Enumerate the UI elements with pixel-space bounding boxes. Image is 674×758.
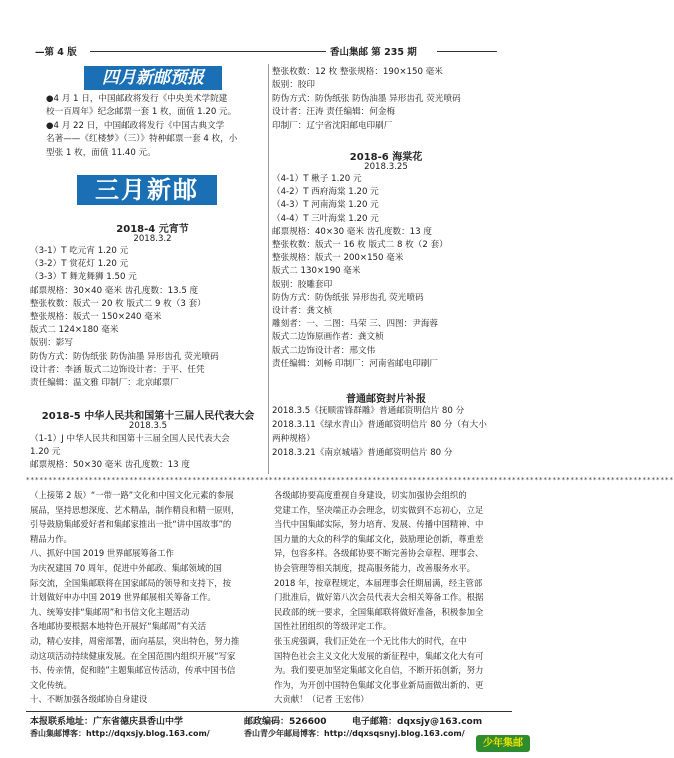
article-line: 民政部的统一要求，全国集邮联将做好准备，积极参加全 [274, 606, 484, 617]
article-line: 为。我们要更加坚定集邮文化自信，不断开拓创新，努力 [274, 665, 484, 676]
article-line: 动，精心安排，周密部署，面向基层，突出特色，努力推 [30, 635, 240, 646]
spec-line: 设计者：李涵 版式二边饰设计者：于平、任凭 [30, 364, 205, 375]
stamp-item: 1.20 元 [30, 447, 61, 458]
section-date: 2018.3.5 [128, 421, 168, 431]
postcard-item: 2018.3.5《抚顺雷锋群雕》普通邮资明信片 80 分 [272, 406, 465, 416]
spec-line: 防伪方式：防伪纸张 异形齿孔 荧光喷码 [272, 292, 424, 303]
postcard-item: 两种规格） [272, 434, 315, 444]
stamp-item: （3-1）T 吃元宵 1.20 元 [30, 246, 129, 256]
article-line: 国性社团组织的等级评定工作。 [274, 621, 392, 632]
postcard-item: 2018.3.21《南京城墙》普通邮资明信片 80 分 [272, 448, 453, 458]
issue-title: 香山集邮 第 235 期 [330, 47, 417, 58]
article-line: 党建工作，坚决端正办会理念，切实做到不忘初心，立足 [274, 504, 484, 515]
spec-line: 印制厂：辽宁省沈阳邮电印刷厂 [272, 120, 393, 131]
article-line: 八、抓好中国 2019 世界邮展筹备工作 [30, 548, 174, 559]
spec-line: 整张规格：版式一 150×240 毫米 [30, 312, 162, 323]
article-line: （上接第 2 版）“一带一路”文化和中国文化元素的参展 [30, 490, 234, 500]
april-item: 校一百周年》纪念邮票一套 1 枚，面值 1.20 元。 [46, 107, 237, 118]
spec-line: 责任编辑：刘畅 印制厂：河南省邮电印刷厂 [272, 358, 439, 369]
article-line: 计划做好申办中国 2019 世界邮展相关筹备工作。 [30, 592, 216, 603]
footer-address: 本报联系地址：广东省德庆县香山中学 [30, 717, 184, 727]
spec-line: 版别：胶印 [272, 80, 315, 91]
april-items [46, 93, 237, 160]
footer-blog-link[interactable]: 香山集邮博客：http://dqxsjy.blog.163.com/ [30, 729, 210, 738]
spec-line: 版别：影写 [30, 338, 73, 349]
section-title: 2018-5 中华人民共和国第十三届人民代表大会 [41, 411, 255, 422]
spec-line: 整张枚数：12 枚 整张规格：190×150 毫米 [272, 67, 443, 77]
section-title: 2018-6 海棠花 [349, 152, 423, 163]
article-line: 当代中国集邮实际，努力培育、发展、传播中国精神、中 [274, 519, 484, 530]
article-line: 作为，为开创中国特色集邮文化事业新局面做出新的、更 [274, 679, 484, 690]
spec-line: 邮票规格：30×40 毫米 齿孔度数：13.5 度 [30, 285, 199, 296]
spec-line: 整张枚数：版式一 16 枚 版式二 8 枚（2 套） [272, 240, 448, 251]
star-separator: ************************************************************************************************************************************************ [26, 476, 674, 484]
article-line: 精品力作。 [30, 533, 72, 544]
article-line: 十、不断加强各级邮协自身建设 [30, 694, 148, 705]
footer-rule [26, 711, 512, 712]
footer-postcode: 邮政编码：526600 [244, 717, 327, 727]
article-line: 协会管理等相关制度，提高服务能力，改善服务水平。 [274, 562, 475, 573]
april-banner: 四月新邮预报 [84, 66, 222, 90]
spec-line: 邮票规格：50×30 毫米 齿孔度数：13 度 [30, 460, 190, 471]
spec-line: 版式二边饰设计者：邢文伟 [272, 345, 376, 356]
section-stamps [272, 173, 448, 371]
spec-line: 邮票规格：40×30 毫米 齿孔度数：13 度 [272, 226, 432, 237]
section-date: 2018.3.25 [364, 162, 408, 172]
spec-line: 设计者：龚文桢 [272, 306, 333, 317]
article-line: 国力量的大众的科学的集邮文化，鼓励理论创新，尊重差 [274, 533, 484, 544]
april-item: 型张 1 枚，面值 11.40 元。 [46, 147, 156, 158]
article-line: 各级邮协要高度重视自身建设，切实加强协会组织的 [274, 490, 467, 500]
april-item: ●4 月 22 日，中国邮政将发行《中国古典文学 [46, 120, 225, 131]
article-line: 张玉虎强调，我们正处在一个无比伟大的时代，在中 [274, 635, 467, 646]
article-line: 动这项活动持续健康发展。在全国范围内组织开展“写家 [30, 650, 236, 661]
stamp-item: （1-1）J 中华人民共和国第十三届全国人民代表大会 [30, 434, 230, 444]
stamp-item: （3-2）T 赏花灯 1.20 元 [30, 259, 129, 270]
postcard-item: 2018.3.11《绿水青山》普通邮资明信片 80 分（有大小 [272, 420, 487, 430]
section-title: 2018-4 元宵节 [116, 224, 189, 235]
column-divider [268, 64, 269, 474]
article-line: 际交流，全国集邮联将在国家邮局的领导和支持下，按 [30, 577, 231, 588]
postcard-items [272, 404, 487, 460]
april-item: ●4 月 1 日，中国邮政将发行《中央美术学院建 [46, 94, 228, 104]
spec-line: 防伪方式：防伪纸张 防伪油墨 异形齿孔 荧光喷码 [272, 93, 461, 104]
spec-line: 版式二边饰原画作者：龚文桢 [272, 332, 384, 343]
article-line: 书、传亲情，促和睦”主题集邮宣传活动，传承中国书信 [30, 665, 236, 676]
article-right-column [274, 488, 510, 707]
stamp-item: （4-1）T 楸子 1.20 元 [272, 174, 362, 184]
spec-line: 雕刻者：一、二图：马荣 三、四图：尹海蓉 [272, 319, 439, 330]
spec-line: 版式二 130×190 毫米 [272, 266, 361, 277]
article-line: 2018 年，按章程规定，本届理事会任期届满，经主管部 [274, 577, 483, 588]
article-line: 各地邮协要根据本地特色开展好“集邮周”有关活 [30, 621, 207, 632]
header-rule-right [437, 51, 497, 52]
article-line: 展品，坚持思想深度、艺术精品，制作精良和精一原则， [30, 504, 240, 515]
page-number: —第 4 版 [35, 47, 77, 58]
spec-line: 版别：胶雕套印 [272, 279, 333, 290]
stamp-item: （4-4）T 三叶海棠 1.20 元 [272, 213, 379, 224]
youth-philately-badge: 少年集邮 [476, 735, 530, 752]
spec-line: 防伪方式：防伪纸张 防伪油墨 异形齿孔 荧光喷码 [30, 351, 219, 362]
section-title: 普通邮资封片补报 [346, 394, 426, 405]
march-banner: 三月新邮 [77, 175, 217, 205]
footer-email: 电子邮箱：dqxsjy@163.com [352, 717, 483, 727]
spec-line: 版式二 124×180 毫米 [30, 325, 119, 336]
article-line: 引导鼓励集邮爱好者和集邮家推出一批“讲中国故事”的 [30, 519, 232, 530]
article-line: 为庆祝建国 70 周年，促进中外邮政、集邮领域的国 [30, 562, 222, 573]
article-line: 异，包容多样。各级邮协要不断完善协会章程、理事会、 [274, 548, 484, 559]
footer-youth-blog-link[interactable]: 香山青少年邮局博客：http://dqxsqsnyj.blog.163.com/ [244, 729, 465, 738]
spec-line: 整张规格：版式一 200×150 毫米 [272, 253, 404, 264]
spec-line: 整张枚数：版式一 20 枚 版式二 9 枚（3 套） [30, 298, 206, 309]
section-stamps [30, 245, 219, 390]
section-stamps [30, 433, 230, 473]
spec-line: 责任编辑：温文雅 印制厂：北京邮票厂 [30, 378, 179, 389]
article-line: 大贡献！（记者 王宏伟） [274, 694, 369, 705]
stamp-item: （4-2）T 西府海棠 1.20 元 [272, 187, 379, 198]
article-line: 文化传统。 [30, 679, 72, 690]
spec-line: 设计者：汪涛 责任编辑：何金梅 [272, 107, 396, 118]
article-left-column [30, 488, 262, 707]
article-line: 门批准后，做好第八次会员代表大会相关筹备工作。根据 [274, 592, 484, 603]
header-rule [90, 51, 326, 52]
stamp-item: （4-3）T 河南海棠 1.20 元 [272, 200, 379, 211]
section-date: 2018.3.2 [133, 234, 172, 244]
continued-specs [272, 66, 461, 133]
stamp-item: （3-3）T 舞龙舞狮 1.50 元 [30, 272, 137, 283]
article-line: 国特色社会主义文化大发展的新征程中，集邮文化大有可 [274, 650, 484, 661]
april-item: 名著——《红楼梦》（三）》特种邮票一套 4 枚，小 [46, 134, 238, 145]
article-line: 九、统筹安排“集邮周”和书信文化主题活动 [30, 606, 190, 617]
